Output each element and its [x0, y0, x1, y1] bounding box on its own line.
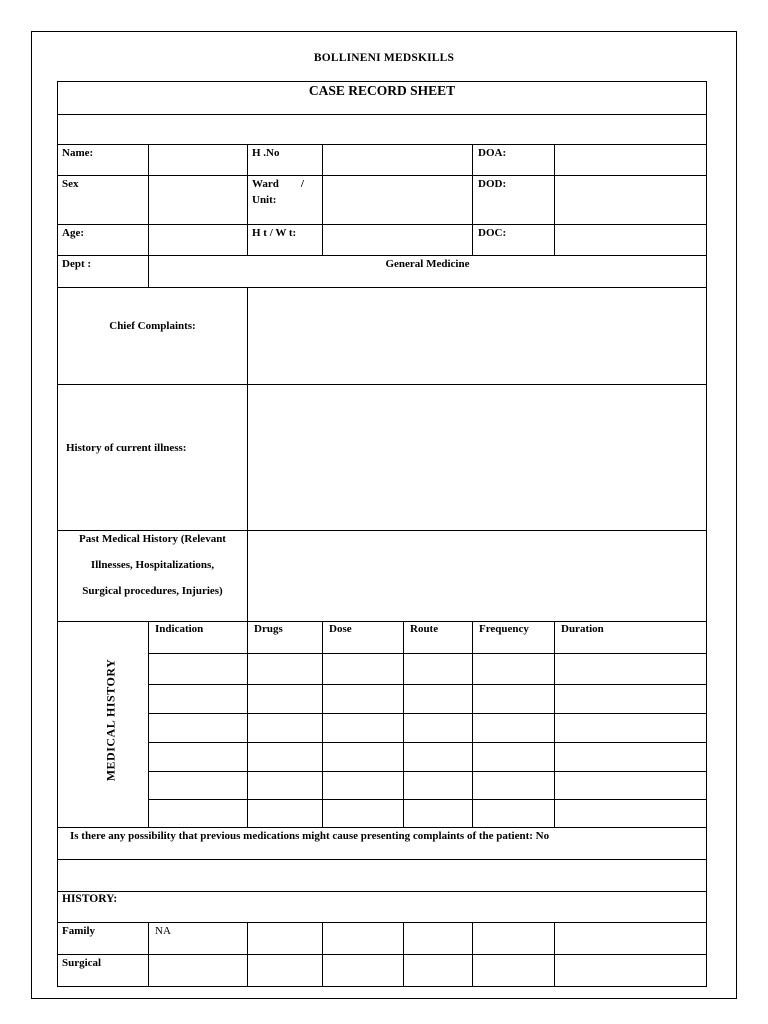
med-header-route: Route — [410, 623, 439, 635]
page-border — [31, 31, 737, 999]
ward-label-line2: Unit: — [252, 194, 277, 206]
age-label: Age: — [62, 227, 84, 239]
doa-label: DOA: — [478, 147, 507, 159]
history-heading: HISTORY: — [62, 893, 118, 905]
organization-name: BOLLINENI MEDSKILLS — [313, 52, 455, 64]
dept-value: General Medicine — [385, 258, 470, 270]
family-value: NA — [155, 925, 171, 937]
history-current-illness-label: History of current illness: — [66, 442, 187, 454]
medical-history-side-label: MEDICAL HISTORY — [103, 658, 118, 782]
med-header-duration: Duration — [561, 623, 604, 635]
dept-label: Dept : — [62, 258, 92, 270]
ward-label-line1: Ward / — [252, 178, 304, 190]
med-header-dose: Dose — [329, 623, 352, 635]
previous-medication-question: Is there any possibility that previous medications might cause presenting complaints of the patient: No — [70, 830, 550, 842]
htwt-label: H t / W t: — [252, 227, 297, 239]
sex-label: Sex — [62, 178, 79, 190]
med-header-drugs: Drugs — [254, 623, 283, 635]
dod-label: DOD: — [478, 178, 507, 190]
sheet-title: CASE RECORD SHEET — [308, 83, 456, 98]
doc-label: DOC: — [478, 227, 507, 239]
hno-label: H .No — [252, 147, 280, 159]
med-header-frequency: Frequency — [479, 623, 529, 635]
med-header-indication: Indication — [155, 623, 204, 635]
past-medical-history-label: Past Medical History (Relevant Illnesses, Hospitalizations, Surgical procedures, Injuries) — [79, 533, 226, 597]
name-label: Name: — [62, 147, 94, 159]
surgical-label: Surgical — [62, 957, 102, 969]
chief-complaints-label: Chief Complaints: — [109, 320, 196, 332]
family-label: Family — [62, 925, 95, 937]
